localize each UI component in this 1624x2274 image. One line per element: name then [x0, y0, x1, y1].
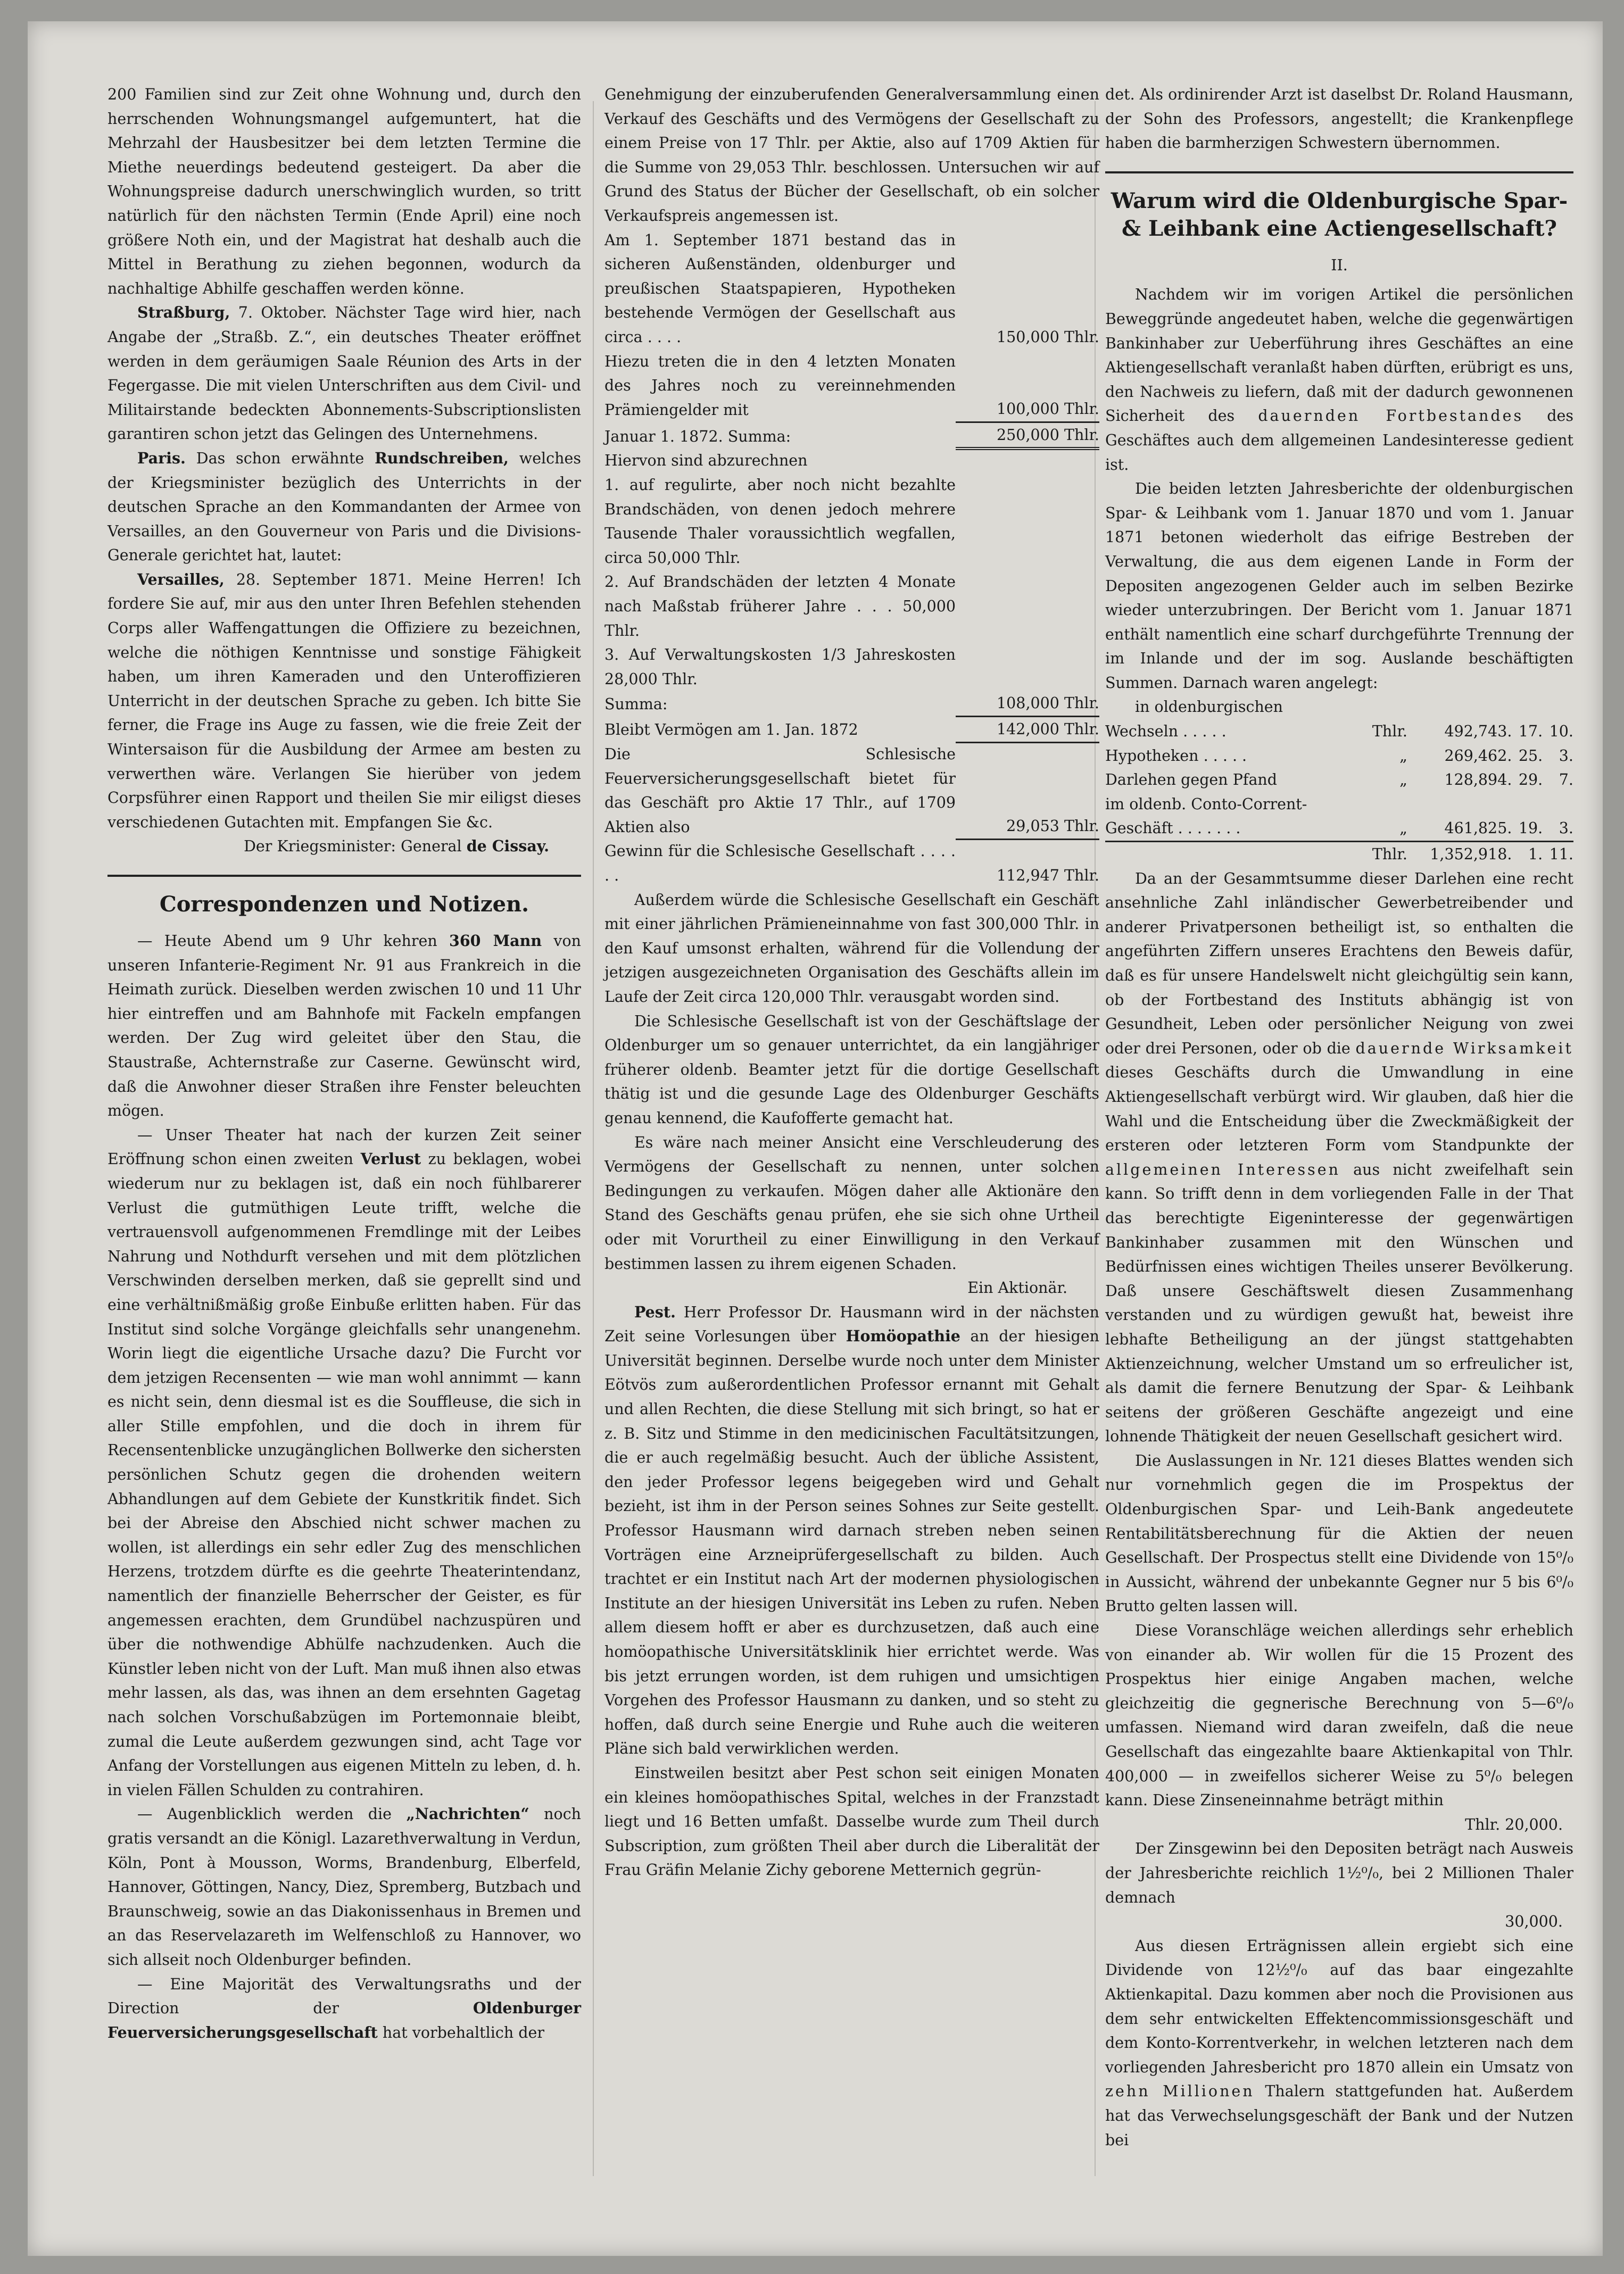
- paragraph-text: Herr Professor Dr. Hausmann wird in der nächsten Zeit seine Vorlesungen über: [604, 1303, 1099, 1346]
- account-name: Wechseln . . . . .: [1105, 723, 1227, 741]
- article-paragraph: Der Zinsgewinn bei den Depositen beträgt nach Ausweis der Jahresberichte reichlich 1½⁰/₀, bei 2 Millionen Thaler demnach: [1105, 1840, 1573, 1906]
- accounts-intro: in oldenburgischen: [1135, 698, 1283, 716]
- paragraph-text: noch gratis versandt an die Königl. Lazarethverwaltung in Verdun, Köln, Pont à Mousson, Worms, Brandenburg, Elberfeld, Hannover, Göttingen, Nancy, Diez, Spremberg, Butzbach und Braunschweig, sowie an das Diakonissenhaus in Bremen und an das Reservelazareth im Welfenschloß zu Hannover, wo sich allseit noch Oldenburger befinden.: [107, 1805, 582, 1969]
- column-left: [107, 82, 581, 2045]
- account-row: [1105, 744, 1573, 768]
- article-paragraph: [107, 929, 581, 1123]
- account-cur: „: [1399, 819, 1407, 837]
- emphasis: dauernden Fortbestandes: [1258, 407, 1524, 425]
- ledger-label: Die Schlesische Feuerversicherungsgesellschaft bietet für das Geschäft pro Aktie 17 Thlr., auf 1709 Aktien also: [604, 745, 956, 836]
- ledger-row: [604, 350, 1099, 422]
- account-row: [1105, 816, 1573, 841]
- article-paragraph: Die Schlesische Gesellschaft ist von der Geschäftslage der Oldenburger um so genauer unterrichtet, da ein langjähriger früherer oldenb. Beamter jetzt für die dortige Gesellschaft thätig ist und die gesunde Lage des Oldenburger Geschäfts genau kennend, die Kaufofferte gemacht hat.: [604, 1012, 1099, 1127]
- paragraph-text: Da an der Gesammtsumme dieser Darlehen eine recht ansehnliche Zahl inländischer Gewerbetreibender und anderer Privatpersonen betheiligt ist, so enthalten die angeführten Ziffern unseres Erachtens den Beweis dafür, daß es für unsere Handelswelt nicht gleichgültig sein kann, ob der Fortbestand des Instituts abhängig ist von Gesundheit, Leben oder persönlicher Neigung von zwei oder drei Personen, oder ob die: [1105, 869, 1573, 1057]
- article-paragraph: [1105, 867, 1573, 1449]
- newspaper-page: [28, 21, 1603, 2256]
- paragraph-text: — Eine Majorität des Verwaltungsraths und der Direction der: [107, 1975, 581, 2018]
- paragraph-text: hat vorbehaltlich der: [377, 2023, 544, 2041]
- paragraph-text: dieses Geschäfts durch die Umwandlung in eine Aktiengesellschaft verbürgt wird. Wir glauben, daß hier die Wahl und die Entscheidung über die Zweckmäßigkeit der ersteren oder letzteren Form vom Standpunkte der: [1105, 1064, 1573, 1155]
- ledger-label: Am 1. September 1871 bestand das in sicheren Außenständen, oldenburger und preußischen Staatspapieren, Hypotheken bestehende Vermögen der Gesellschaft aus circa . . . .: [604, 231, 956, 346]
- ledger-label: 1. auf regulirte, aber noch nicht bezahlte Brandschäden, von denen jedoch mehrere Tausende Thaler voraussichtlich wegfallen, circa 50,000 Thlr.: [604, 476, 956, 567]
- ledger-label: 2. Auf Brandschäden der letzten 4 Monate nach Maßstab früherer Jahre . . . 50,000 Thlr.: [604, 573, 956, 640]
- ledger-row: [604, 228, 1099, 350]
- article-paragraph: Genehmigung der einzuberufenden Generalversammlung einen Verkauf des Geschäfts und des Vermögens der Gesellschaft zu einem Preise von 17 Thlr. per Aktie, also auf 1709 Aktien für die Summe von 29,053 Thlr. beschlossen. Untersuchen wir auf Grund des Status der Bücher der Gesellschaft, ob ein solcher Verkaufspreis angemessen ist.: [604, 86, 1099, 225]
- ledger-amount: 150,000 Thlr.: [997, 328, 1099, 346]
- column-gutter: [593, 101, 594, 2176]
- ledger-label: Gewinn für die Schlesische Gesellschaft . . . . . .: [604, 842, 956, 884]
- account-name: Hypotheken . . . . .: [1105, 746, 1247, 765]
- article-paragraph: Die Auslassungen in Nr. 121 dieses Blattes wenden sich nur vornehmlich gegen die im Prospektus der Oldenburgischen Spar- und Leih-Bank angedeutete Rentabilitätsberechnung für die Aktien der neuen Gesellschaft. Der Prospectus stellt eine Dividende von 15⁰/₀ in Aussicht, während der unbekannte Gegner nur 5 bis 6⁰/₀ Brutto gelten lassen will.: [1105, 1451, 1573, 1615]
- account-gr: 25.: [1518, 746, 1543, 765]
- dateline: Straßburg,: [137, 303, 230, 322]
- ledger-row: [604, 422, 1099, 449]
- account-thlr: [1407, 792, 1512, 817]
- article-paragraph: [107, 1972, 581, 2045]
- account-total-pf: 11.: [1543, 842, 1573, 867]
- emphasis: Rundschreiben,: [375, 449, 509, 467]
- ledger-row: [604, 691, 1099, 716]
- article-paragraph: Es wäre nach meiner Ansicht eine Verschleuderung des Vermögens der Gesellschaft zu nennen, unter solchen Bedingungen zu verkaufen. Mögen daher alle Aktionäre den Stand des Geschäfts genau prüfen, ehe sie sich ohne Urtheil oder mit Vorurtheil zu einer Einwilligung in den Verkauf bestimmen lassen zu ihrem eigenen Schaden.: [604, 1133, 1099, 1273]
- paragraph-text: zu beklagen, wobei wiederum nur zu beklagen ist, daß ein noch fühlbarerer Verlust die gutmüthigen Leute trifft, welche die vertrauensvoll aufgenommenen Fremdlinge mit der Leibes Nahrung und Nothdurft versehen und mit dem plötzlichen Verschwinden derselben merken, daß sie geprellt sind und eine verhältnißmäßig große Einbuße erlitten haben. Für das Institut sind solche Vorgänge gleichfalls sehr unangenehm. Worin liegt die eigentliche Ursache dazu? Die Furcht vor dem jetzigen Recensenten — wie man wohl annimmt — kann es nicht sein, denn diesmal ist es die Souffleuse, die sich in aller Stille empfohlen, und die doch in ihrem für Recensentenblicke unzugänglichen Bollwerke den sichersten persönlichen Schutz gegen die drohenden weitern Abhandlungen auf dem Gebiete der Kunstkritik findet. Sich bei der Abreise den Abschied nicht schwer machen zu wollen, ist allerdings ein sehr edler Zug des menschlichen Herzens, trotzdem dürfte es die geehrte Theaterintendanz, namentlich der finanzielle Beherrscher der Geister, es für angemessen erachten, dem Grundübel nachzuspüren und über die nothwendige Abhülfe nachzudenken. Auch die Künstler leben nicht von der Luft. Man muß ihnen also etwas mehr lassen, als das, was ihnen an dem ersehnten Gagetag nach solchen Vorschußabzügen im Portemonnaie bleibt, zumal die Leute außerdem gezwungen sind, acht Tage vor Anfang der Vorstellungen aus eigenen Mitteln zu leben, d. h. in vielen Fällen Schulden zu contrahiren.: [107, 1150, 581, 1799]
- article-paragraph: Außerdem würde die Schlesische Gesellschaft ein Geschäft mit einer jährlichen Prämieneinnahme von fast 300,000 Thlr. in den Kauf umsonst erhalten, während für die Vollendung der jetzigen ausgezeichneten Organisation des Geschäfts allein im Laufe der Zeit circa 120,000 Thlr. verausgabt worden sind.: [604, 891, 1099, 1006]
- ledger-amount: 250,000 Thlr.: [956, 422, 1099, 449]
- paragraph-text: aus nicht zweifelhaft sein kann. So trifft denn in dem vorliegenden Falle in der That das berechtigte Eigeninteresse der gegenwärtigen Bankinhaber zusammen mit den Wünschen und Bedürfnissen eines wichtigen Theiles unserer Bevölkerung. Daß unsere Geschäftswelt diesen Zusammenhang verstanden und zu würdigen gewußt hat, beweist ihre lebhafte Betheiligung an der jüngst stattgehabten Aktienzeichnung, welcher Umstand um so erfreulicher ist, als damit die fernere Benutzung der Spar- & Leihbank seitens der größeren Geschäfte angezeigt und eine lohnende Thätigkeit der neuen Gesellschaft gesichert wird.: [1105, 1160, 1573, 1446]
- ledger-label: Hiezu treten die in den 4 letzten Monaten des Jahres noch zu vereinnehmenden Prämiengelder mit: [604, 352, 956, 419]
- article-paragraph: [107, 1123, 581, 1803]
- account-name: im oldenb. Conto-Corrent-: [1105, 795, 1307, 813]
- account-name: Geschäft . . . . . . .: [1105, 819, 1241, 837]
- ledger-row: [604, 839, 1099, 887]
- ledger-row: [604, 473, 1099, 570]
- emphasis: Homöopathie: [846, 1327, 960, 1346]
- account-name: Darlehen gegen Pfand: [1105, 771, 1278, 789]
- ledger-row: [604, 570, 1099, 643]
- column-middle: [604, 82, 1099, 1882]
- accounts-table: [1105, 719, 1573, 867]
- signature-line: Ein Aktionär.: [967, 1279, 1067, 1297]
- paragraph-text: — Augenblicklich werden die: [137, 1805, 407, 1823]
- account-cur: „: [1399, 746, 1407, 765]
- ledger-amount: 29,053 Thlr.: [956, 742, 1099, 839]
- account-row: [1105, 792, 1573, 817]
- emphasis: Verlust: [360, 1150, 421, 1168]
- paragraph-text: von unseren Infanterie-Regiment Nr. 91 aus Frankreich in die Heimath zurück. Dieselben werden zwischen 10 und 11 Uhr hier eintreffen und am Bahnhofe mit Fackeln empfangen werden. Der Zug wird geleitet über den Stau, die Staustraße, Achternstraße zur Caserne. Gewünscht wird, daß die Anwohner dieser Straßen ihre Fenster beleuchten mögen.: [107, 932, 581, 1120]
- amount-line: Thlr. 20,000.: [1465, 1815, 1563, 1833]
- emphasis: Oldenburger Feuerversicherungsgesellschaft: [107, 1999, 581, 2041]
- emphasis: „Nachrichten“: [406, 1805, 529, 1823]
- ledger-amount: 100,000 Thlr.: [956, 350, 1099, 422]
- column-right: [1105, 82, 1573, 2152]
- account-cur: Thlr.: [1372, 723, 1407, 741]
- paragraph-text: 28. September 1871. Meine Herren! Ich fordere Sie auf, mir aus den unter Ihren Befehlen stehenden Corps aller Waffengattungen die Offiziere zu bezeichnen, welche die nöthigen Kenntnisse und sonstige Fähigkeit haben, um ihren Kameraden und den Unteroffizieren Unterricht in der deutschen Sprache zu geben. Ich bitte Sie ferner, die Frage ins Auge zu fassen, wie die freie Zeit der Wintersaison für die Ausbildung der Armee am besten zu verwerthen wäre. Verlangen Sie hierüber von jedem Corpsführer einen Rapport und theilen Sie mir eiligst dieses verschiedenen Gutachten mit. Empfangen Sie &c.: [107, 570, 581, 831]
- account-gr: [1512, 792, 1543, 817]
- article-paragraph: [1105, 283, 1573, 477]
- ledger-row: [604, 742, 1099, 839]
- ledger-amount: [956, 449, 1099, 473]
- paragraph-text: an der hiesigen Universität beginnen. Derselbe wurde noch unter dem Minister Eötvös zum außerordentlichen Professor ernannt mit Gehalt und allen Rechten, die diese Stellung mit sich bringt, so hat er z. B. Sitz und Stimme in den medicinischen Facultätsitzungen, die er auch regelmäßig besucht. Auch der übliche Assistent, den jeder Professor legens beigegeben wird und Gehalt bezieht, ist ihm in der Person seines Sohnes zur Seite gestellt. Professor Hausmann wird darnach streben neben seinen Vorträgen eine Arzneiprüfergesellschaft zu bilden. Auch trachtet er ein Institut nach Art der modernen physiologischen Institute an der hiesigen Universität ins Leben zu rufen. Neben allem diesem hofft er aber es durchzusetzen, daß auch eine homöopathische Universitätsklinik hier errichtet werde. Was bis jetzt errungen worden, ist dem ruhigen und umsichtigen Vorgehen des Professor Hausmann zu danken, und so steht zu hoffen, daß durch seine Energie und Ruhe auch die weiteren Pläne sich bald verwirklichen werden.: [604, 1327, 1099, 1758]
- ledger-label: Hiervon sind abzurechnen: [604, 452, 808, 470]
- ledger-amount: 108,000 Thlr.: [956, 691, 1099, 716]
- account-thlr: 269,462.: [1444, 746, 1512, 765]
- ledger-amount: 112,947 Thlr.: [997, 867, 1099, 884]
- article-paragraph: [107, 568, 581, 835]
- article-paragraph: det. Als ordinirender Arzt ist daselbst Dr. Roland Hausmann, der Sohn des Professors, angestellt; die Krankenpflege haben die barmherzigen Schwestern übernommen.: [1105, 86, 1573, 152]
- account-cur: [1363, 792, 1407, 817]
- ledger-row: [604, 449, 1099, 473]
- section-divider: [107, 875, 581, 877]
- section-divider: [1105, 171, 1573, 173]
- signature-line: [107, 834, 581, 859]
- ledger-label: Bleibt Vermögen am 1. Jan. 1872: [604, 721, 858, 739]
- paragraph-text: Das schon erwähnte: [185, 449, 375, 467]
- account-total-row: [1105, 842, 1573, 867]
- paragraph-text: Thalern stattgefunden hat. Außerdem hat das Verwechselungsgeschäft der Bank und der Nutzen bei: [1105, 2082, 1574, 2149]
- amount-line: 30,000.: [1505, 1913, 1563, 1931]
- article-heading: Warum wird die Oldenburgische Spar- & Leihbank eine Actiengesellschaft?: [1111, 188, 1568, 241]
- dateline: Paris.: [137, 449, 186, 467]
- paragraph-text: Nachdem wir im vorigen Artikel die persönlichen Beweggründe angedeutet haben, welche die gegenwärtigen Bankinhaber zur Ueberführung ihres Geschäftes an eine Aktiengesellschaft veranlaßt haben dürften, erübrigt es uns, den Nachweis zu liefern, daß mit der dadurch gewonnenen Sicherheit des: [1105, 286, 1573, 425]
- account-thlr: 461,825.: [1444, 819, 1512, 837]
- dateline: Pest.: [634, 1302, 676, 1321]
- article-paragraph: [107, 1802, 581, 1972]
- article-paragraph: Die beiden letzten Jahresberichte der oldenburgischen Spar- & Leihbank vom 1. Januar 1870 und vom 1. Januar 1871 betonen wiederholt das eifrige Bestreben der Verwaltung, die aus dem eigenen Lande in Form der Depositen angezogenen Gelder auch im selben Bezirke wieder unterzubringen. Der Bericht vom 1. Januar 1871 enthält namentlich eine scharf durchgeführte Trennung der im Inlande und der im sog. Auslande beschäftigten Summen. Darnach waren angelegt:: [1105, 480, 1573, 692]
- ledger-label: Januar 1. 1872. Summa:: [604, 427, 791, 445]
- paragraph-text: welches der Kriegsminister bezüglich des Unterrichts in der deutschen Sprache an den Kommandanten der Armee von Versailles, an den Gouverneur von Paris und die Divisions-Generale gerichtet hat, lautet:: [107, 449, 581, 565]
- emphasis: allgemeinen Interessen: [1105, 1160, 1340, 1179]
- ledger-label: 3. Auf Verwaltungskosten 1/3 Jahreskosten 28,000 Thlr.: [604, 646, 956, 688]
- article-paragraph: [107, 301, 581, 446]
- ledger-label: Summa:: [604, 695, 668, 713]
- paragraph-text: des Geschäftes auch dem allgemeinen Landesinteresse gedient ist.: [1105, 407, 1574, 474]
- account-pf: 7.: [1559, 771, 1573, 789]
- account-total-spacer: [1105, 842, 1363, 867]
- ledger-amount: 142,000 Thlr.: [956, 716, 1099, 742]
- account-pf: 3.: [1559, 819, 1573, 837]
- article-paragraph: [1105, 1934, 1573, 2152]
- account-gr: 17.: [1518, 723, 1543, 741]
- account-total-gr: 1.: [1512, 842, 1543, 867]
- account-pf: 3.: [1559, 746, 1573, 765]
- account-thlr: 492,743.: [1444, 723, 1512, 741]
- article-paragraph: Diese Voranschläge weichen allerdings sehr erheblich von einander ab. Wir wollen für die 15 Prozent des Prospektus hier einige Angaben machen, welche gleichzeitig die gegnerische Berechnung von 5—6⁰/₀ umfassen. Niemand wird daran zweifeln, daß die neue Gesellschaft das eingezahlte baare Aktienkapital von Thlr. 400,000 — in zweifellos sicherer Weise zu 5⁰/₀ belegen kann. Diese Zinseneinnahme beträgt mithin: [1105, 1622, 1573, 1810]
- article-part-number: II.: [1331, 256, 1348, 274]
- section-heading: Correspondenzen und Notizen.: [159, 892, 529, 917]
- ledger-amount: [956, 570, 1099, 643]
- paragraph-text: 7. Oktober. Nächster Tage wird hier, nach Angabe der „Straßb. Z.“, ein deutsches Theater eröffnet werden in dem geräumigen Saale Réunion des Arts in der Fegergasse. Die mit vielen Unterschriften aus dem Civil- und Militairstande bedeckten Abonnements-Subscriptionslisten garantiren schon jetzt das Gelingen des Unternehmens.: [107, 304, 581, 443]
- asset-ledger-table: [604, 228, 1099, 888]
- article-paragraph: [604, 1300, 1099, 1761]
- emphasis: zehn Millionen: [1105, 2082, 1255, 2101]
- emphasis: de Cissay.: [466, 837, 549, 856]
- ledger-row: [604, 643, 1099, 691]
- account-pf: [1543, 792, 1573, 817]
- account-gr: 19.: [1518, 819, 1543, 837]
- ledger-row: [604, 716, 1099, 742]
- paragraph-text: — Unser Theater hat nach der kurzen Zeit seiner Eröffnung schon einen zweiten: [107, 1126, 581, 1168]
- ledger-amount: [956, 643, 1099, 691]
- dateline: Versailles,: [137, 570, 225, 588]
- account-row: [1105, 768, 1573, 792]
- paragraph-text: Der Kriegsminister: General: [244, 837, 467, 856]
- ledger-amount: [956, 473, 1099, 570]
- article-paragraph: [107, 446, 581, 568]
- paragraph-text: — Heute Abend um 9 Uhr kehren: [137, 932, 449, 950]
- emphasis: 360 Mann: [449, 932, 542, 950]
- account-thlr: 128,894.: [1444, 771, 1512, 789]
- account-gr: 29.: [1518, 771, 1543, 789]
- account-pf: 10.: [1549, 723, 1573, 741]
- article-paragraph: Einstweilen besitzt aber Pest schon seit einigen Monaten ein kleines homöopathisches Spital, welches in der Franzstadt liegt und 16 Betten umfaßt. Dasselbe wurde zum Theil durch Subscription, zum größten Theil aber durch die Liberalität der Frau Gräfin Melanie Zichy geborene Metternich gegrün-: [604, 1764, 1099, 1879]
- article-paragraph: 200 Familien sind zur Zeit ohne Wohnung und, durch den herrschenden Wohnungsmangel aufgemuntert, hat die Mehrzahl der Hausbesitzer bei dem letzten Termine die Miethe neuerdings bedeutend gesteigert. Da aber die Wohnungspreise dadurch unerschwinglich wurden, so tritt natürlich für den nächsten Termin (Ende April) eine noch größere Noth ein, und der Magistrat hat deshalb auch die Mittel in Berathung zu ziehen begonnen, wodurch da nachhaltige Abhilfe geschaffen werden könne.: [107, 86, 581, 297]
- account-total-thlr: 1,352,918.: [1407, 842, 1512, 867]
- paragraph-text: Aus diesen Erträgnissen allein ergiebt sich eine Dividende von 12½⁰/₀ auf das baar eingezahlte Aktienkapital. Dazu kommen aber noch die Provisionen aus dem sehr entwickelten Effektencommissionsgeschäft und dem Konto-Korrentverkehr, in welchen letzteren nach dem vorliegenden Jahresbericht pro 1870 allein ein Umsatz von: [1105, 1937, 1573, 2076]
- account-total-cur: Thlr.: [1363, 842, 1407, 867]
- account-cur: „: [1399, 771, 1407, 789]
- account-row: [1105, 719, 1573, 744]
- emphasis: dauernde Wirksamkeit: [1355, 1039, 1573, 1057]
